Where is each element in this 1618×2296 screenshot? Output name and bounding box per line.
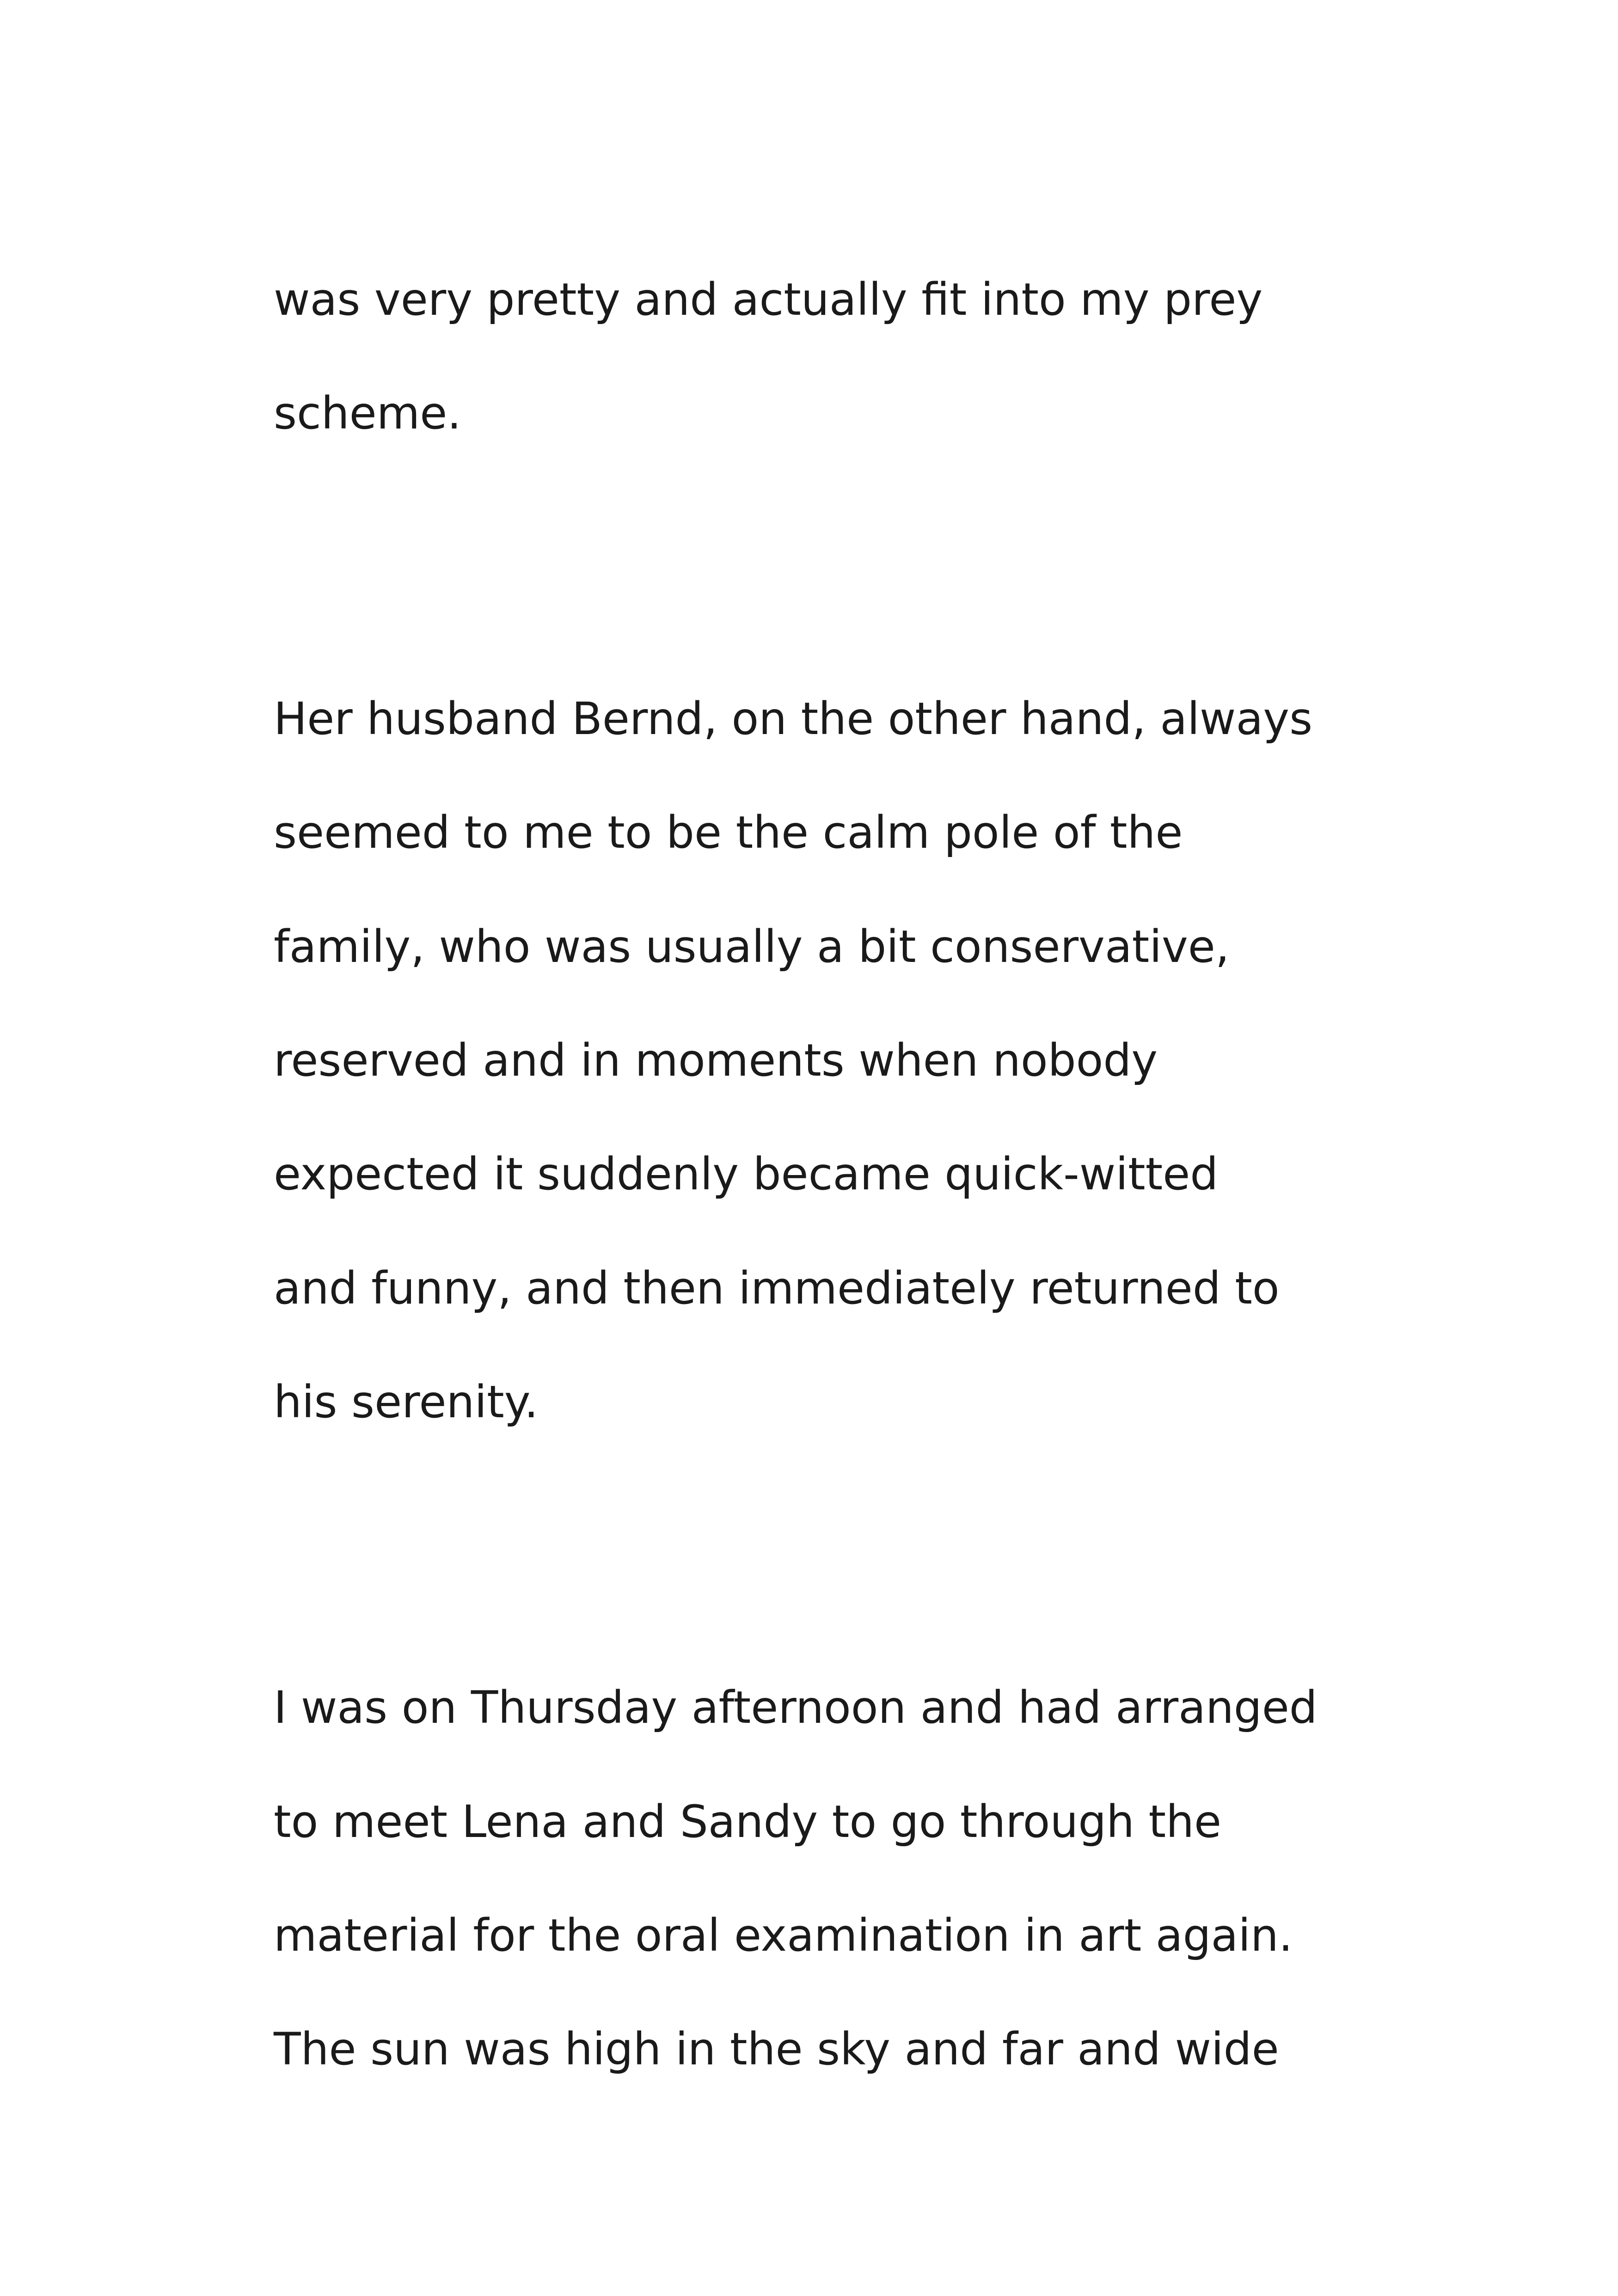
text-line: was very pretty and actually fit into my prey — [274, 274, 1263, 325]
text-line: material for the oral examination in art again. — [274, 1910, 1293, 1961]
text-line: reserved and in moments when nobody — [274, 1035, 1158, 1086]
text-line: scheme. — [274, 387, 461, 439]
text-line: I was on Thursday afternoon and had arranged — [274, 1682, 1318, 1733]
text-line: and funny, and then immediately returned to — [274, 1262, 1280, 1314]
text-line: his serenity. — [274, 1376, 539, 1428]
text-line: expected it suddenly became quick-witted — [274, 1148, 1219, 1200]
text-line: family, who was usually a bit conservative, — [274, 921, 1230, 973]
text-line: Her husband Bernd, on the other hand, always — [274, 693, 1313, 745]
text-line: The sun was high in the sky and far and wide — [274, 2023, 1279, 2075]
text-line: seemed to me to be the calm pole of the — [274, 807, 1183, 858]
text-line: to meet Lena and Sandy to go through the — [274, 1796, 1222, 1848]
